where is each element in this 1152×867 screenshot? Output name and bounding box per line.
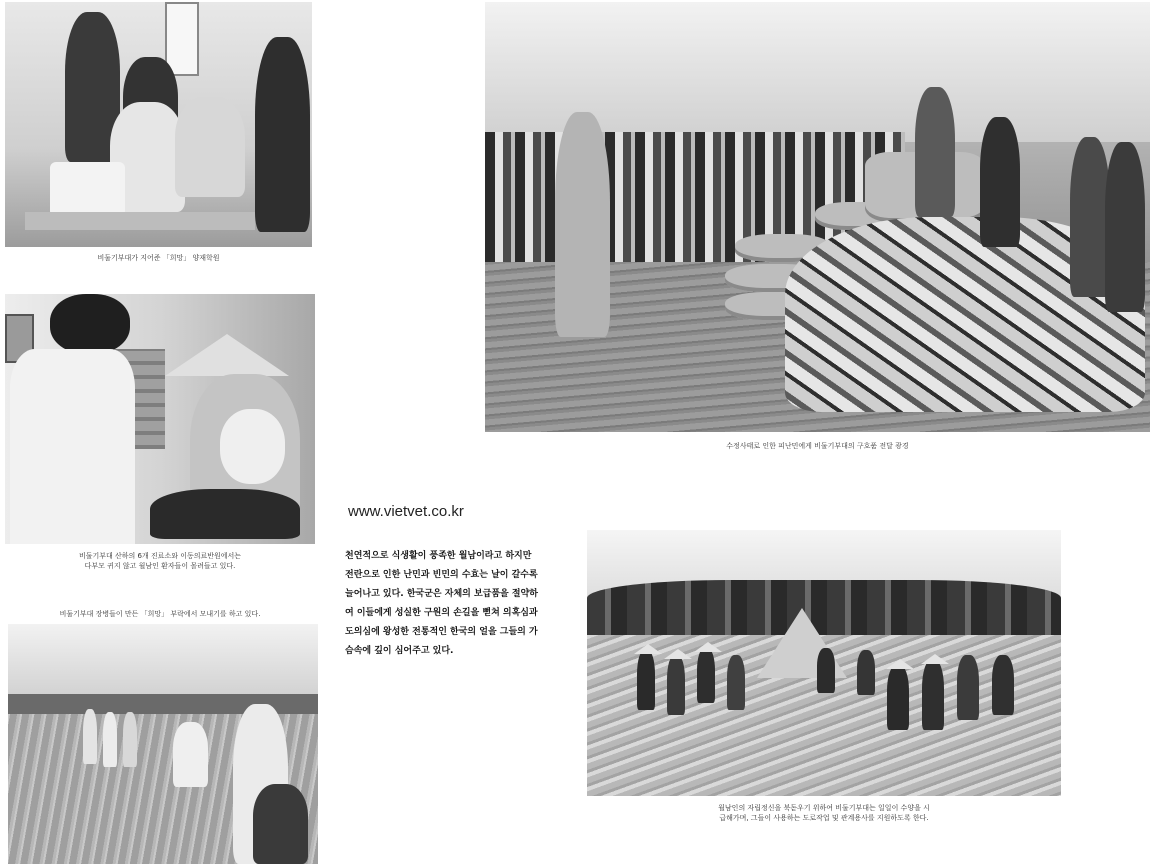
article-line: 천연적으로 식생활이 풍족한 월남이라고 하지만 bbox=[345, 551, 532, 561]
article-line: 도의심에 왕성한 전통적인 한국의 얼을 그들의 가 bbox=[345, 627, 538, 637]
photo-rice-planting bbox=[8, 624, 318, 864]
article-body bbox=[345, 547, 567, 661]
photo-caption: 비둘기부대가 지어준 「희망」 양재학원 bbox=[97, 254, 220, 262]
article-line: 늘어나고 있다. 한국군은 자체의 보급품을 절약하 bbox=[345, 589, 538, 599]
photo-caption: 비둘기부대 산하의 6개 진료소와 이동의료반원에서는 bbox=[78, 552, 242, 560]
article-line: 슴속에 깊이 심어주고 있다. bbox=[345, 646, 454, 656]
photo-caption: 월남인의 자립정신을 북돋우기 위하여 비둘기부대는 일일이 수양을 시 bbox=[718, 804, 930, 812]
photo-medical-exam bbox=[5, 294, 315, 544]
article-line: 여 이들에게 성실한 구원의 손길을 뻗쳐 의혹심과 bbox=[345, 608, 538, 618]
website-url: www.vietvet.co.kr bbox=[348, 503, 464, 520]
photo-sewing-school bbox=[5, 2, 312, 247]
photo-caption: 다부모 귀지 않고 월남인 환자들이 몰려들고 있다. bbox=[84, 562, 236, 570]
photo-road-work bbox=[587, 530, 1061, 796]
photo-caption: 수정사태로 인한 피난민에게 비둘기부대의 구호품 전달 광경 bbox=[726, 442, 909, 450]
photo-relief-supplies bbox=[485, 2, 1150, 432]
photo-caption: 비둘기부대 장병들이 만든 「희망」 부락에서 모내기를 하고 있다. bbox=[59, 610, 261, 618]
photo-caption: 급해가며, 그들이 사용하는 도로작업 및 관계용사를 지원하도록 한다. bbox=[719, 814, 929, 822]
article-line: 전란으로 인한 난민과 빈민의 수효는 날이 갈수록 bbox=[345, 570, 538, 580]
